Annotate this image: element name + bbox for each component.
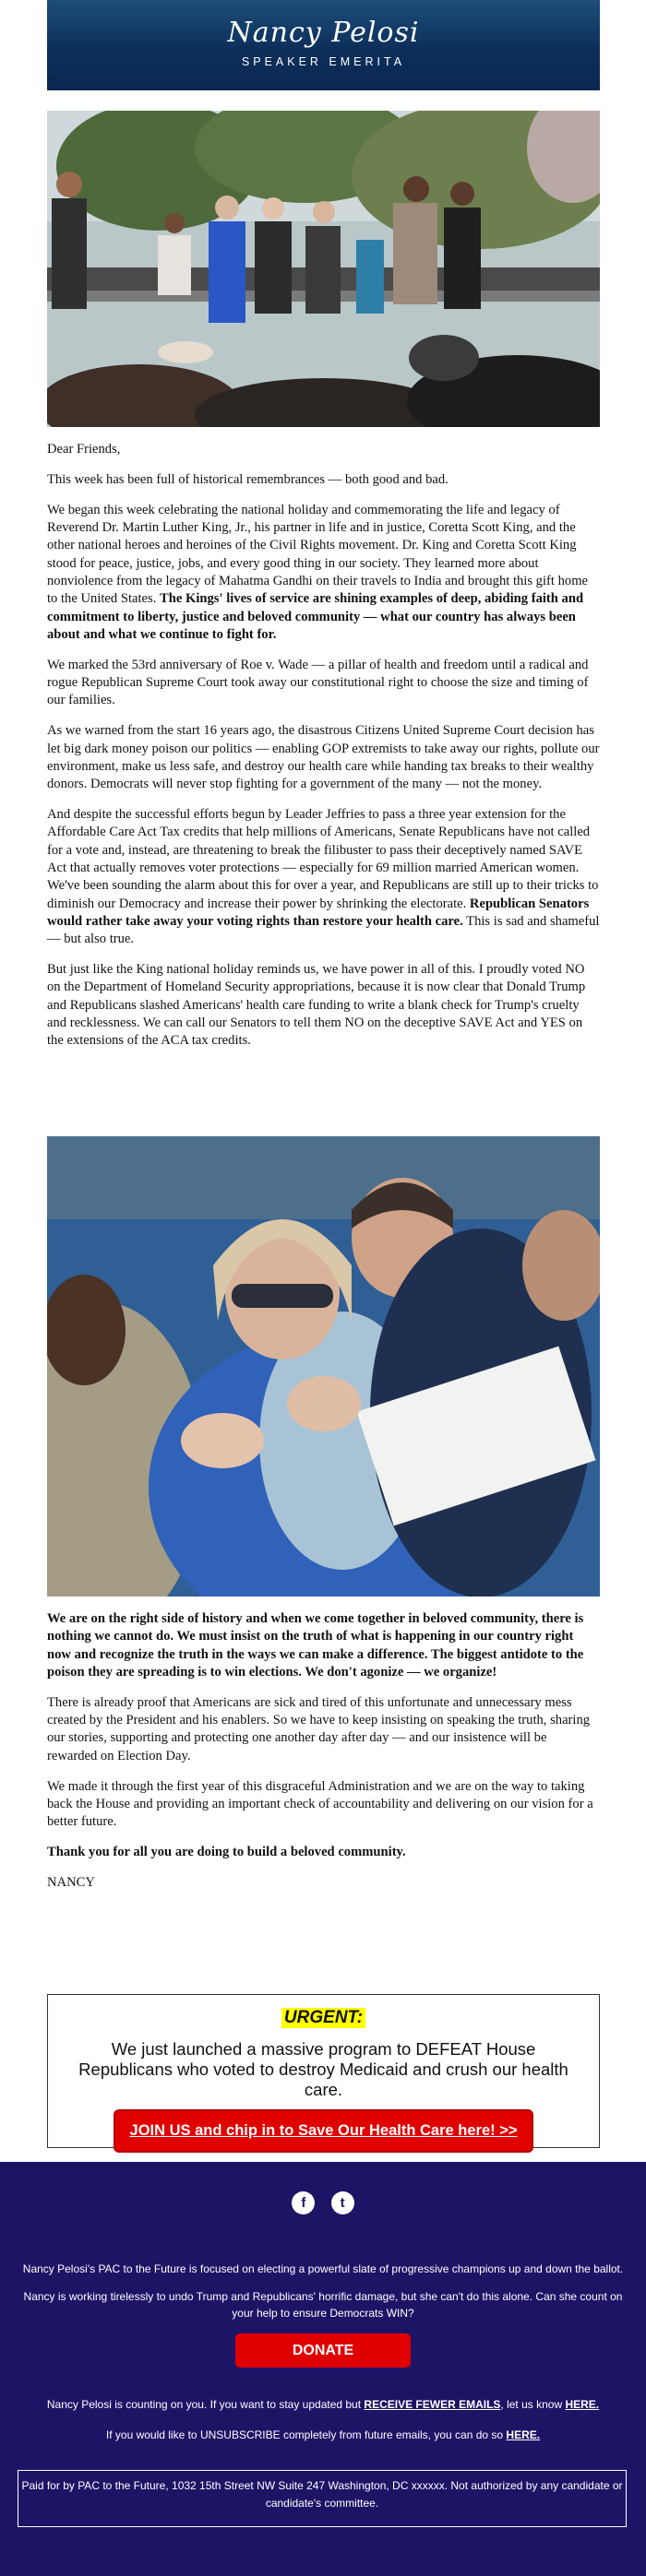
paid-for-disclaimer: Paid for by PAC to the Future, 1032 15th Street NW Suite 247 Washington, DC xxxxxx. Not authorized by any candidate or candidate's committee. xyxy=(18,2470,627,2527)
paragraph-9: We made it through the first year of this disgraceful Administration and we are on the way to taking back the House and providing an important check of accountability and delivering on our vision for a better future. xyxy=(47,1778,593,1830)
social-links xyxy=(0,2191,646,2214)
signoff: NANCY xyxy=(47,1874,95,1890)
footer-mission-text: Nancy Pelosi's PAC to the Future is focused on electing a powerful slate of progressive champions up and down the ballot. xyxy=(22,2262,624,2275)
unsubscribe-here-link[interactable]: HERE. xyxy=(506,2428,541,2441)
paragraph-10-bold: Thank you for all you are doing to build a beloved community. xyxy=(47,1845,406,1860)
paragraph-2 xyxy=(47,502,600,644)
receive-fewer-emails-link[interactable]: RECEIVE FEWER EMAILS xyxy=(364,2398,501,2411)
header-banner xyxy=(47,0,600,90)
paragraph-7-bold: We are on the right side of history and when we come together in beloved community, there is nothing we cannot do. We must insist on the truth of what is happening in our country right now and recognize the truth in the ways we can make a difference. The biggest antidote to the poison they are spreading is to win elections. We don't agonize — we organize! xyxy=(47,1611,584,1680)
urgent-callout-box xyxy=(47,1994,600,2148)
unsubscribe-text xyxy=(18,2427,628,2443)
fewer-emails-text xyxy=(18,2396,628,2413)
signature-logo: Nancy Pelosi xyxy=(227,17,420,49)
paragraph-8: There is already proof that Americans are sick and tired of this unfortunate and unnecessary mess created by the President and his enablers. So we have to keep insisting on speaking the truth, sharing our stories, supporting and protecting one another day after day — and our insistence will be rewarded on Election Day. xyxy=(47,1694,591,1763)
paragraph-2-text: We began this week celebrating the national holiday and commemorating the life and legacy of Reverend Dr. Martin Luther King, Jr., his partner in life and in justice, Coretta Scott King, and the other national heroes and heroines of the Civil Rights movement. Dr. King and Coretta Scott King stood for peace, justice, jobs, and every good thing in our society. They learned more about nonviolence from the legacy of Mahatma Gandhi on their travels to India and brought this gift home to the United States. xyxy=(47,502,589,607)
urgent-label: URGENT: xyxy=(281,2008,365,2028)
paragraph-10 xyxy=(47,1844,600,1861)
paragraph-7 xyxy=(47,1610,600,1681)
header-subtitle: SPEAKER EMERITA xyxy=(241,55,406,68)
urgent-message: We just launched a massive program to DEFEAT House Republicans who voted to destroy Medicaid and crush our health care. xyxy=(78,2039,568,2099)
footer xyxy=(0,2162,646,2576)
fewer-emails-prefix: Nancy Pelosi is counting on you. If you want to stay updated but xyxy=(46,2398,365,2411)
greeting: Dear Friends, xyxy=(47,442,121,457)
letter-body xyxy=(47,441,600,1062)
fewer-emails-middle: , let us know xyxy=(500,2398,566,2411)
paragraph-5 xyxy=(47,806,600,948)
fewer-emails-here-link[interactable]: HERE. xyxy=(565,2398,600,2411)
paragraph-5-bold: Republican Senators would rather take away your voting rights than restore your health care. xyxy=(47,896,590,929)
paragraph-3: We marked the 53rd anniversary of Roe v. Wade — a pillar of health and freedom until a radical and rogue Republican Supreme Court took away our constitutional right to choose the size and timing of our families. xyxy=(47,657,589,708)
event-stage-photo xyxy=(47,111,600,427)
letter-body-continued xyxy=(47,1610,600,1905)
paragraph-5-tail: This is sad and shameful — but also true. xyxy=(47,913,600,947)
facebook-icon[interactable]: f xyxy=(292,2191,315,2214)
donate-button[interactable]: DONATE xyxy=(235,2333,411,2368)
paragraph-1: This week has been full of historical remembrances — both good and bad. xyxy=(47,471,449,487)
footer-appeal-text: Nancy is working tirelessly to undo Trump and Republicans' horrific damage, but she can't do this alone. Can she count on your help to ensure Democrats WIN? xyxy=(23,2290,623,2320)
unsubscribe-prefix: If you would like to UNSUBSCRIBE completely from future emails, you can do so xyxy=(105,2428,507,2441)
paragraph-5-text: And despite the successful efforts begun by Leader Jeffries to pass a three year extension for the Affordable Care Act Tax credits that help millions of Americans, Senate Republicans have not called for a vote and, instead, are threatening to break the filibuster to pass their deceptively named SAVE Act that actually removes voter protections — especially for 69 million married American women. We've been sounding the alarm about this for over a year, and Republicans are still up to their tricks to diminish our Democracy and increase their power by shrinking the electorate. xyxy=(47,807,599,911)
twitter-icon[interactable]: t xyxy=(331,2191,354,2214)
save-health-care-button[interactable]: JOIN US and chip in to Save Our Health Care here! >> xyxy=(114,2109,534,2153)
paragraph-4: As we warned from the start 16 years ago, the disastrous Citizens United Supreme Court decision has let big dark money poison our politics — enabling GOP extremists to take away our rights, pollute our environment, make us less safe, and destroy our health care while handing tax breaks to their wealthy donors. Democrats will never stop fighting for a government of the many — not the money. xyxy=(47,723,600,792)
applauding-audience-photo xyxy=(47,1136,600,1597)
paragraph-2-bold: The Kings' lives of service are shining examples of deep, abiding faith and commitment to liberty, justice and beloved community — what our country has always been about and what we continue to fight for. xyxy=(47,591,584,642)
paragraph-6: But just like the King national holiday reminds us, we have power in all of this. I proudly voted NO on the Department of Homeland Security appropriations, because it is now clear that Donald Trump and Republicans slashed Americans' health care funding to write a blank check for Trump's cruelty and recklessness. We can call our Senators to tell them NO on the deceptive SAVE Act and YES on the extensions of the ACA tax credits. xyxy=(47,961,586,1049)
